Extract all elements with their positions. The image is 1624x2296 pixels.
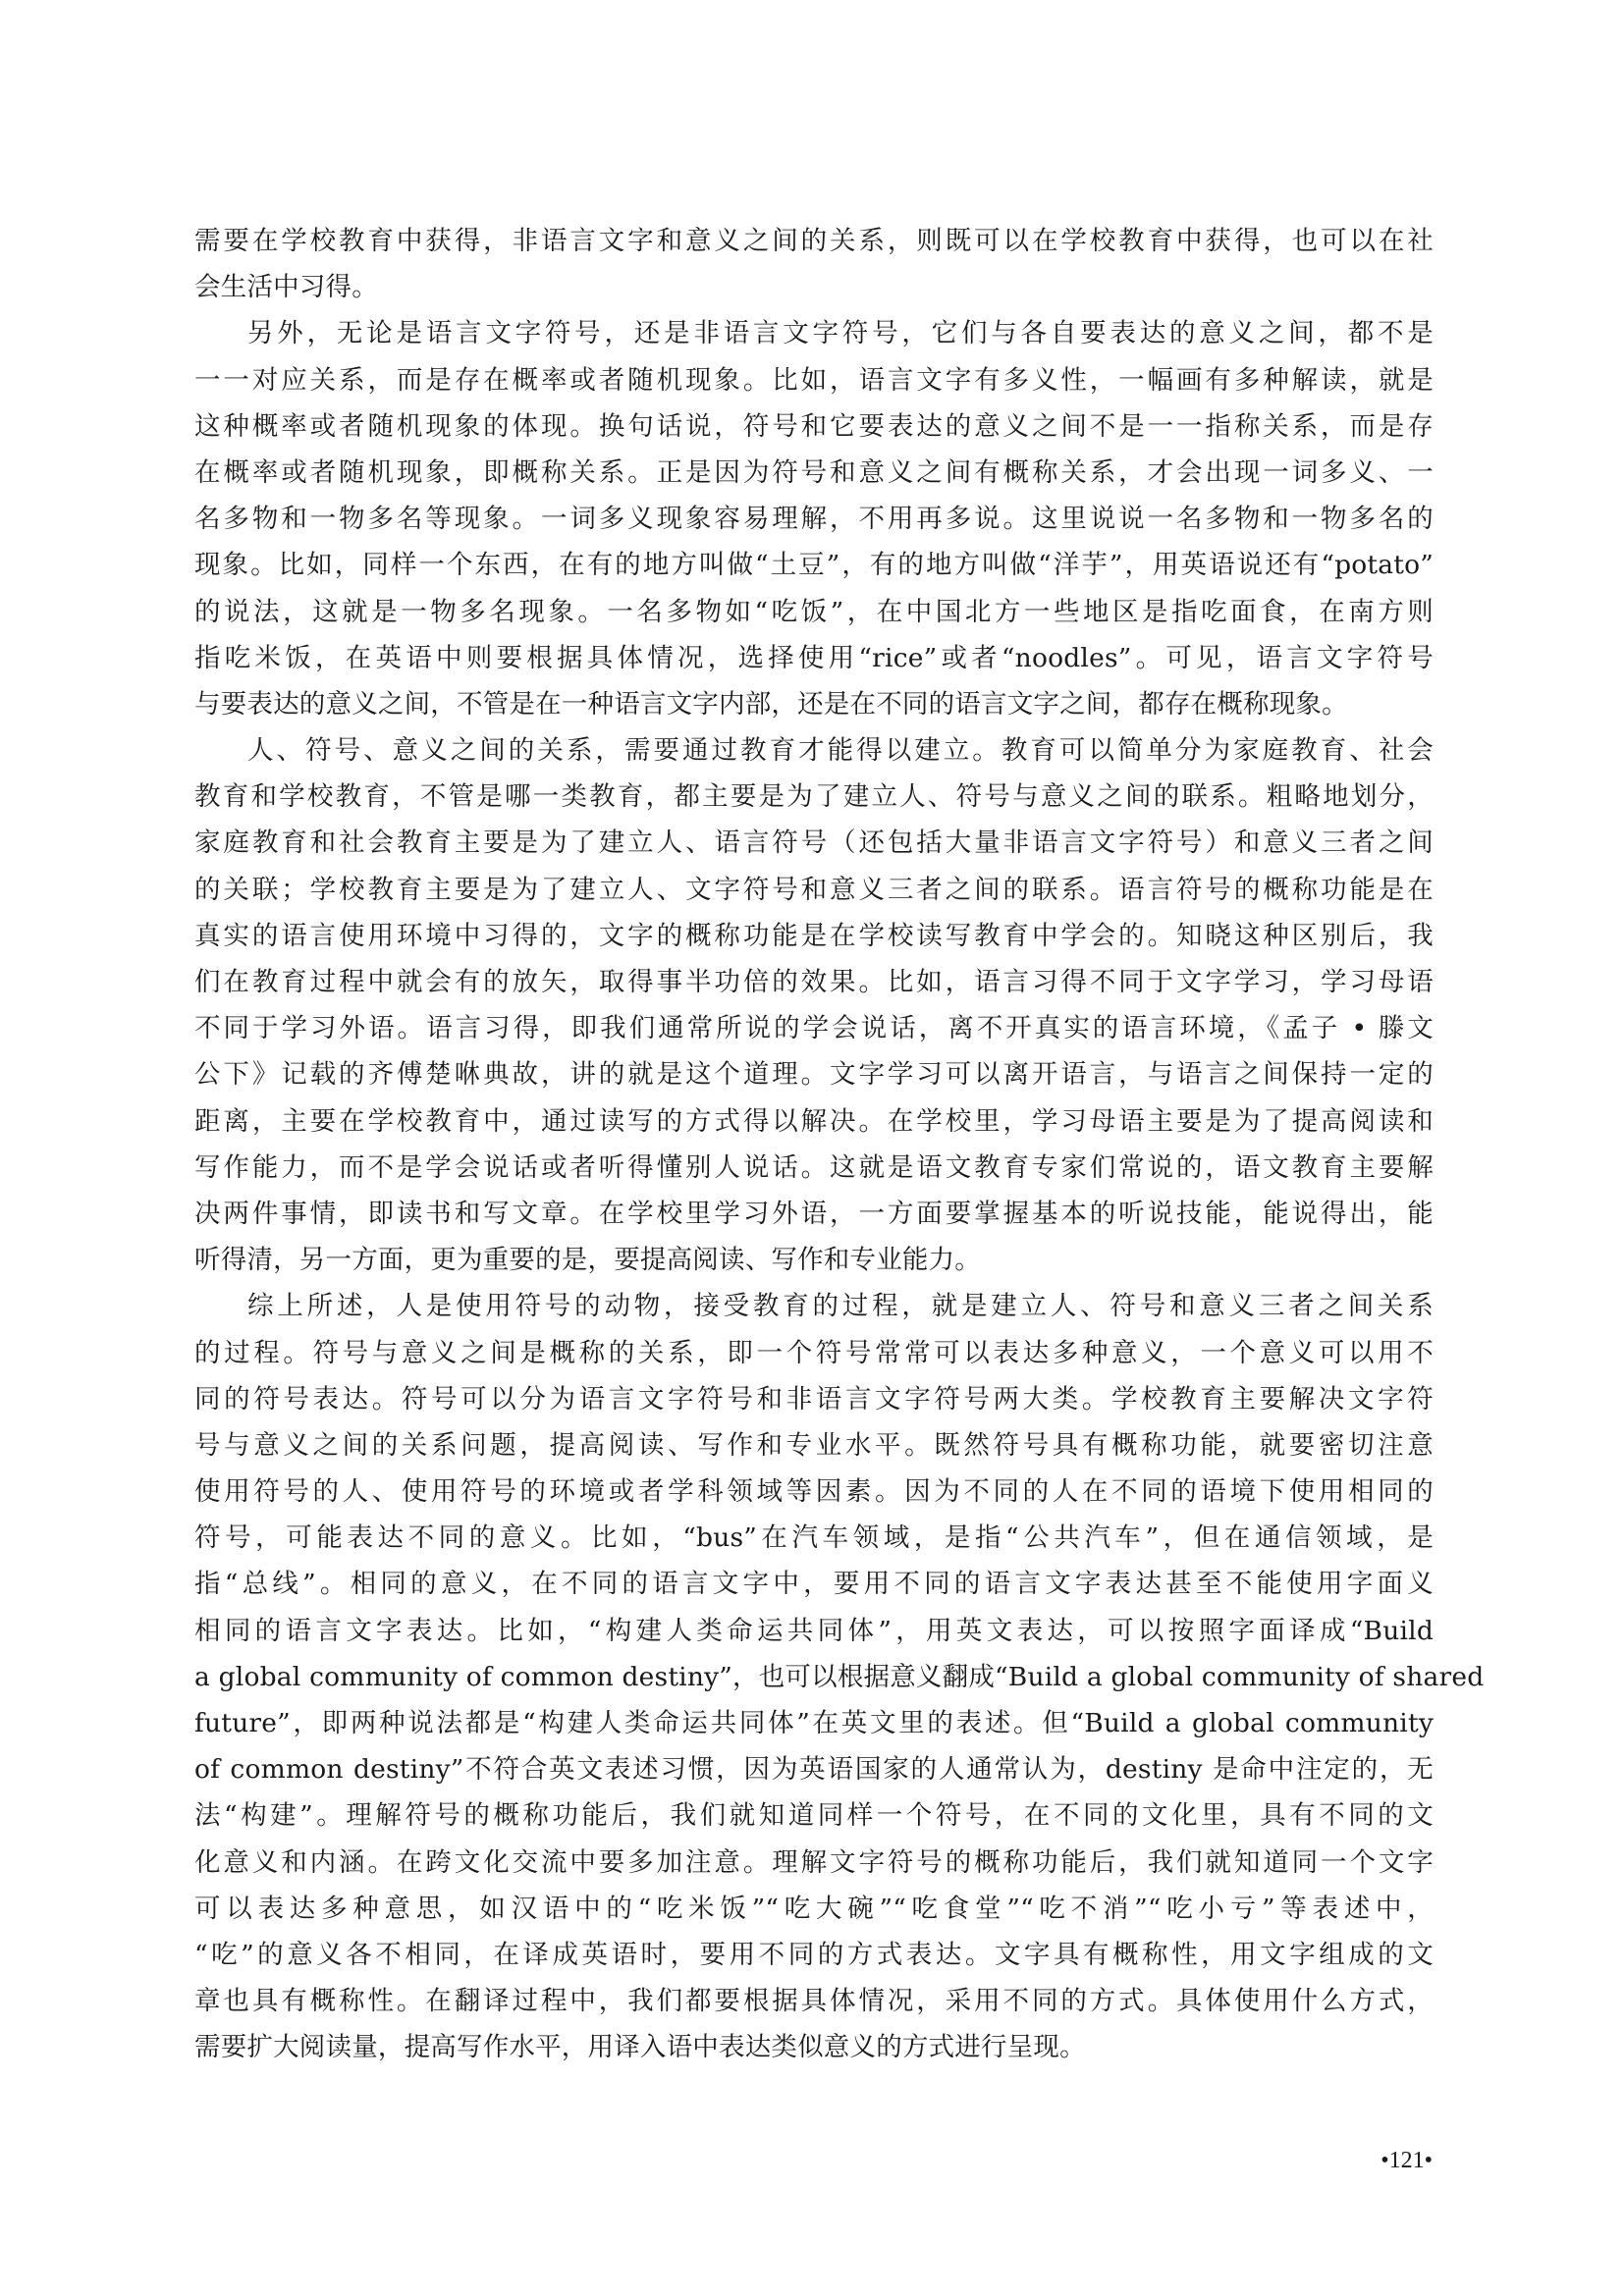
text-line: 决两件事情，即读书和写文章。在学校里学习外语，一方面要掌握基本的听说技能，能说得出，能 bbox=[194, 1198, 1434, 1229]
text-line: 家庭教育和社会教育主要是为了建立人、语言符号（还包括大量非语言文字符号）和意义三者之间 bbox=[194, 828, 1434, 859]
body-text bbox=[194, 218, 1485, 2071]
text-line: 的过程。符号与意义之间是概称的关系，即一个符号常常可以表达多种意义，一个意义可以用不 bbox=[194, 1337, 1434, 1368]
text-line: 真实的语言使用环境中习得的，文字的概称功能是在学校读写教育中学会的。知晓这种区别后，我 bbox=[194, 920, 1434, 951]
text-line: 使用符号的人、使用符号的环境或者学科领域等因素。因为不同的人在不同的语境下使用相同的 bbox=[194, 1476, 1434, 1508]
text-line: 教育和学校教育，不管是哪一类教育，都主要是为了建立人、符号与意义之间的联系。粗略地划分， bbox=[194, 781, 1434, 813]
text-line: 综上所述，人是使用符号的动物，接受教育的过程，就是建立人、符号和意义三者之间关系 bbox=[247, 1291, 1434, 1322]
text-line: 的说法，这就是一物多名现象。一名多物如“吃饭”，在中国北方一些地区是指吃面食，在南方则 bbox=[194, 596, 1434, 627]
text-line: 距离，主要在学校教育中，通过读写的方式得以解决。在学校里，学习母语主要是为了提高阅读和 bbox=[194, 1105, 1434, 1137]
text-line: 不同于学习外语。语言习得，即我们通常所说的学会说话，离不开真实的语言环境，《孟子 • 滕文 bbox=[194, 1013, 1434, 1044]
text-line: a global community of common destiny”，也可以根据意义翻成“Build a global community of shared bbox=[194, 1661, 1485, 1692]
text-line: 写作能力，而不是学会说话或者听得懂别人说话。这就是语文教育专家们常说的，语文教育主要解 bbox=[194, 1151, 1434, 1183]
text-line: 与要表达的意义之间，不管是在一种语言文字内部，还是在不同的语言文字之间，都存在概称现象。 bbox=[194, 688, 1348, 720]
text-line: 需要扩大阅读量，提高写作水平，用译入语中表达类似意义的方式进行呈现。 bbox=[194, 2032, 1086, 2063]
text-line: 另外，无论是语言文字符号，还是非语言文字符号，它们与各自要表达的意义之间，都不是 bbox=[247, 318, 1434, 349]
text-line: 听得清，另一方面，更为重要的是，要提高阅读、写作和专业能力。 bbox=[194, 1245, 981, 1276]
text-line: 在概率或者随机现象，即概称关系。正是因为符号和意义之间有概称关系，才会出现一词多义、一 bbox=[194, 456, 1434, 488]
text-line: 现象。比如，同样一个东西，在有的地方叫做“土豆”，有的地方叫做“洋芋”，用英语说还有“potato” bbox=[194, 550, 1434, 581]
text-line: 人、符号、意义之间的关系，需要通过教育才能得以建立。教育可以简单分为家庭教育、社会 bbox=[247, 735, 1434, 767]
text-line: 可以表达多种意思，如汉语中的“吃米饭”“吃大碗”“吃食堂”“吃不消”“吃小亏”等表述中， bbox=[194, 1893, 1434, 1924]
text-line: 指“总线”。相同的意义，在不同的语言文字中，要用不同的语言文字表达甚至不能使用字面义 bbox=[194, 1569, 1434, 1600]
text-line: 会生活中习得。 bbox=[194, 272, 378, 303]
text-line: 同的符号表达。符号可以分为语言文字符号和非语言文字符号两大类。学校教育主要解决文字符 bbox=[194, 1383, 1434, 1415]
text-line: of common destiny”不符合英文表述习惯，因为英语国家的人通常认为，destiny 是命中注定的，无 bbox=[194, 1754, 1434, 1786]
text-line: future”，即两种说法都是“构建人类命运共同体”在英文里的表述。但“Build a global community bbox=[194, 1708, 1434, 1738]
page-number: •121• bbox=[1380, 2148, 1433, 2173]
text-line: 名多物和一物多名等现象。一词多义现象容易理解，不用再多说。这里说说一名多物和一物多名的 bbox=[194, 504, 1434, 535]
text-line: 法“构建”。理解符号的概称功能后，我们就知道同样一个符号，在不同的文化里，具有不同的文 bbox=[194, 1800, 1434, 1832]
text-line: 这种概率或者随机现象的体现。换句话说，符号和它要表达的意义之间不是一一指称关系，而是存 bbox=[194, 410, 1434, 442]
text-line: 化意义和内涵。在跨文化交流中要多加注意。理解文字符号的概称功能后，我们就知道同一个文字 bbox=[194, 1846, 1434, 1878]
text-line: 的关联；学校教育主要是为了建立人、文字符号和意义三者之间的联系。语言符号的概称功能是在 bbox=[194, 874, 1434, 905]
text-line: 符号，可能表达不同的意义。比如，“bus”在汽车领域，是指“公共汽车”，但在通信领域，是 bbox=[194, 1522, 1434, 1554]
text-line: “吃”的意义各不相同，在译成英语时，要用不同的方式表达。文字具有概称性，用文字组成的文 bbox=[194, 1939, 1434, 1970]
text-line: 需要在学校教育中获得，非语言文字和意义之间的关系，则既可以在学校教育中获得，也可以在社 bbox=[194, 226, 1434, 256]
text-line: 们在教育过程中就会有的放矢，取得事半功倍的效果。比如，语言习得不同于文字学习，学习母语 bbox=[194, 967, 1434, 997]
text-line: 章也具有概称性。在翻译过程中，我们都要根据具体情况，采用不同的方式。具体使用什么方式， bbox=[194, 1986, 1434, 2017]
text-line: 号与意义之间的关系问题，提高阅读、写作和专业水平。既然符号具有概称功能，就要密切注意 bbox=[194, 1429, 1434, 1461]
text-line: 相同的语言文字表达。比如，“构建人类命运共同体”，用英文表达，可以按照字面译成“Build bbox=[194, 1615, 1434, 1646]
text-line: 一一对应关系，而是存在概率或者随机现象。比如，语言文字有多义性，一幅画有多种解读，就是 bbox=[194, 364, 1434, 396]
text-line: 公下》记载的齐傅楚咻典故，讲的就是这个道理。文字学习可以离开语言，与语言之间保持一定的 bbox=[194, 1059, 1434, 1091]
text-line: 指吃米饭，在英语中则要根据具体情况，选择使用“rice”或者“noodles”。可见，语言文字符号 bbox=[194, 642, 1434, 673]
